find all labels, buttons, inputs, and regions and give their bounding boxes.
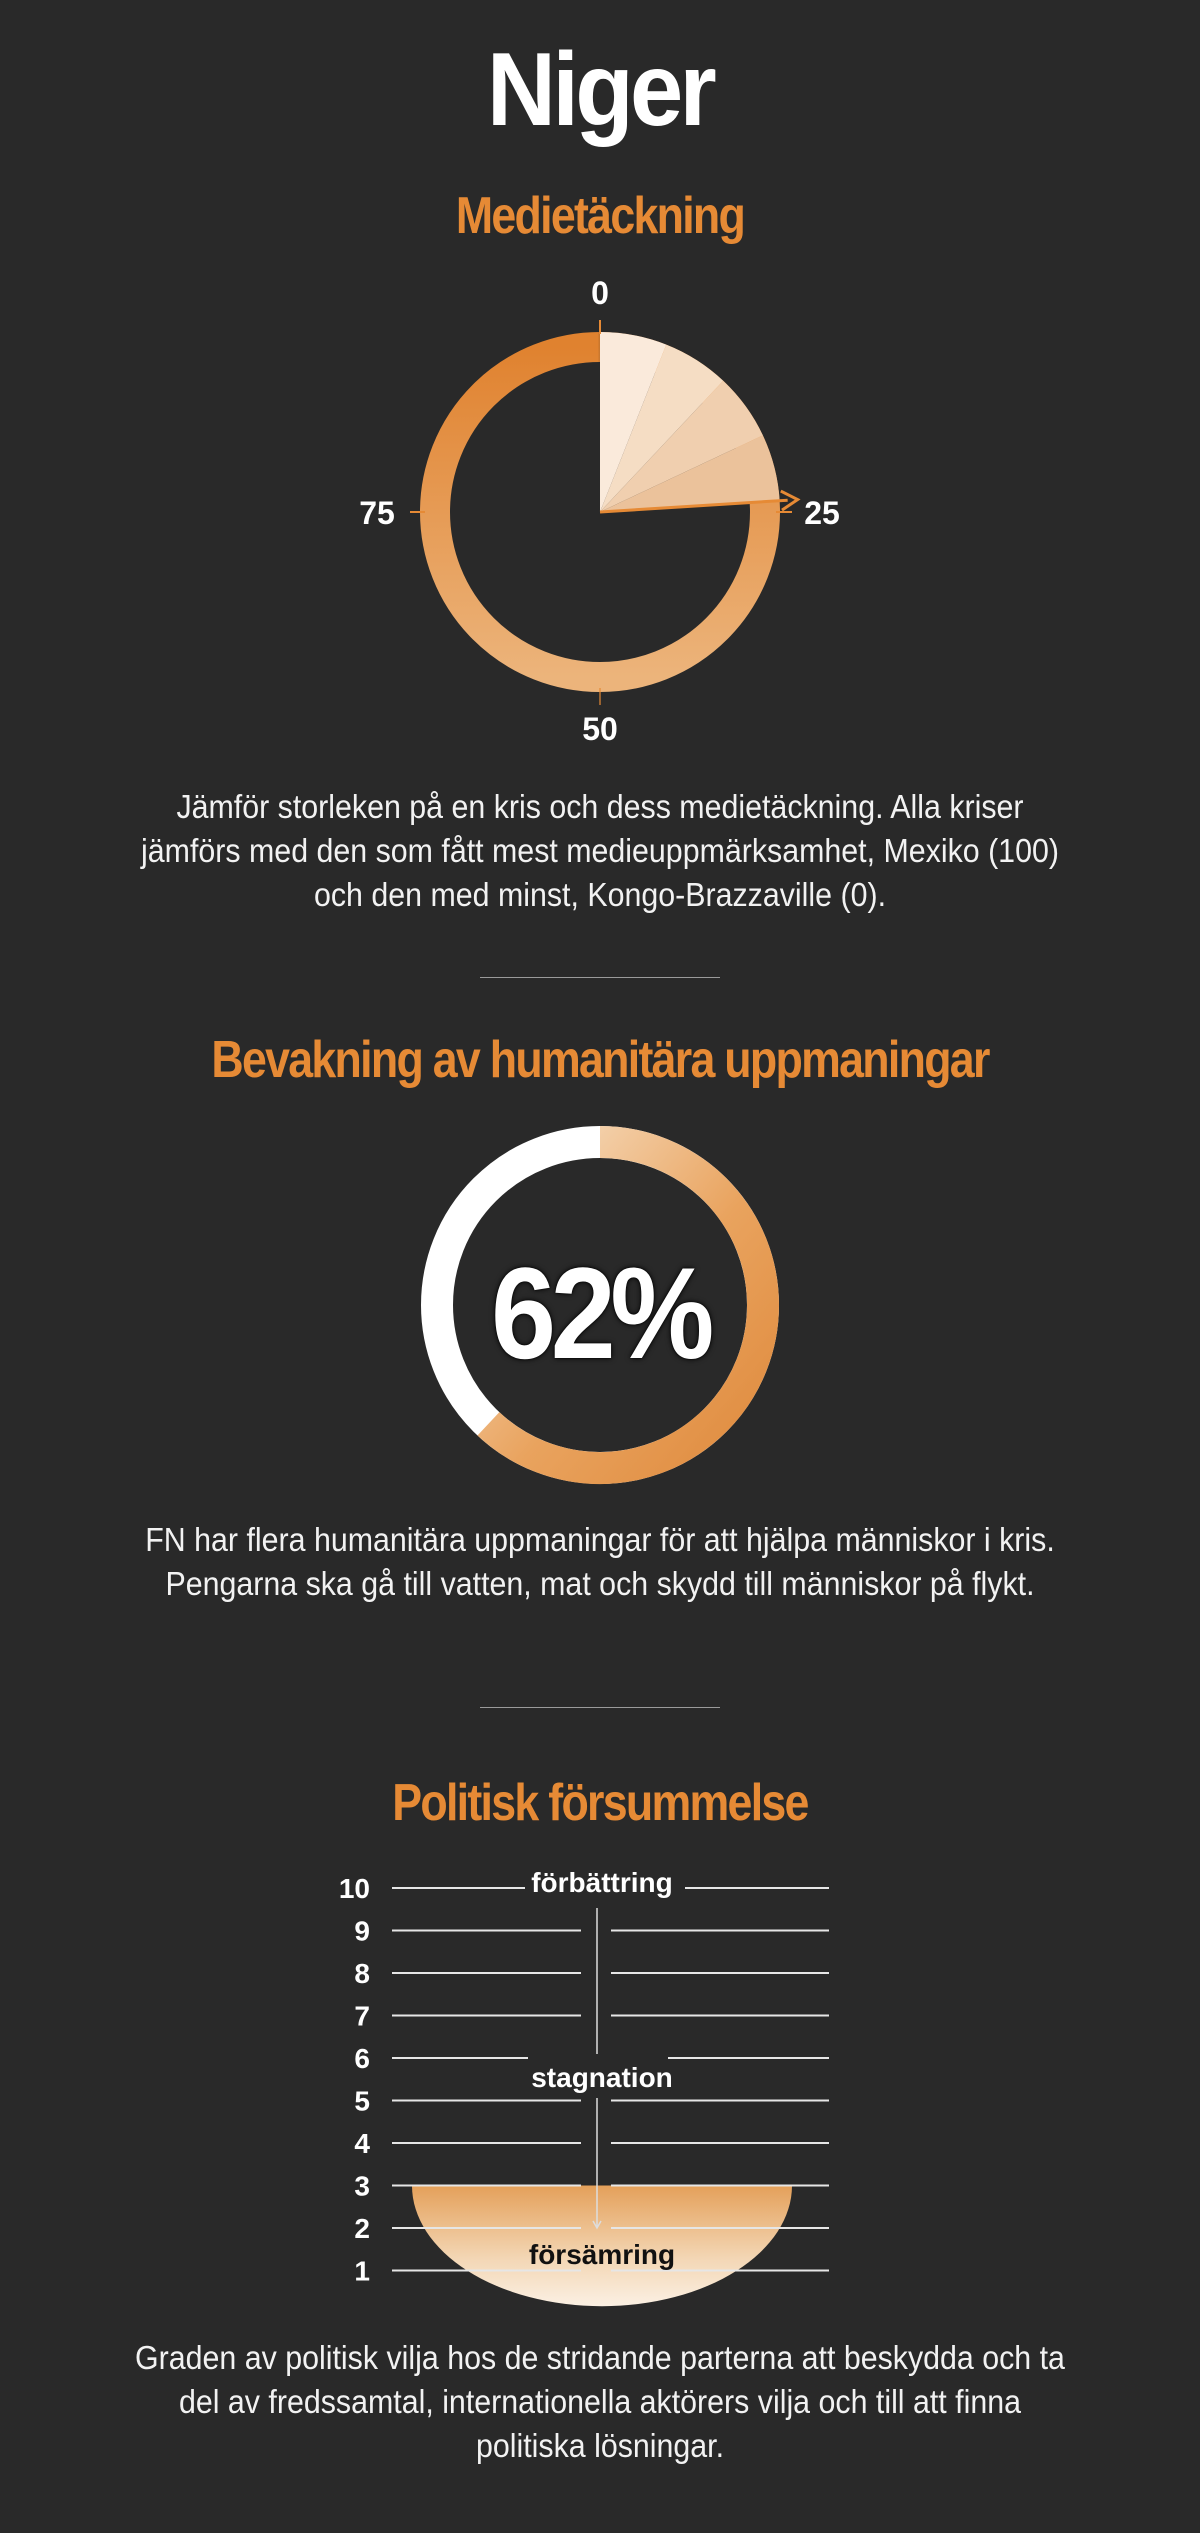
media-coverage-dial [0, 270, 1200, 750]
level-label: 3 [354, 2170, 370, 2202]
media-coverage-description: Jämför storleken på en kris och dess medietäckning. Alla kriser jämförs med den som fått mest medieuppmärksamhet, Mexiko (100) och den med minst, Kongo-Brazzaville (0). [141, 788, 1059, 913]
dial-label-25: 25 [804, 495, 840, 531]
level-label: 1 [354, 2255, 370, 2287]
scale-bottom-label: försämring [528, 2239, 676, 2270]
media-coverage-wedges [600, 332, 780, 512]
level-label: 7 [354, 2000, 370, 2032]
media-coverage-heading: Medietäckning [455, 187, 745, 245]
level-label: 4 [354, 2128, 370, 2159]
level-label: 6 [354, 2043, 370, 2074]
political-neglect-description: Graden av politisk vilja hos de stridande parterna att beskydda och ta del av fredssamtal, internationella aktörers vilja och till att finna politiska lösningar. [135, 2339, 1065, 2464]
dial-label-0: 0 [591, 275, 609, 311]
dial-label-50: 50 [582, 711, 618, 747]
scale-middle-label: stagnation [531, 2062, 673, 2093]
section-divider [480, 1707, 720, 1708]
section-divider [480, 977, 720, 978]
dial-label-75: 75 [359, 495, 395, 531]
political-neglect-scale [0, 1860, 1200, 2287]
appeal-coverage-description: FN har flera humanitära uppmaningar för att hjälpa människor i kris. Pengarna ska gå till vatten, mat och skydd till människor på flykt. [145, 1521, 1055, 1602]
level-label: 10 [338, 1873, 370, 1904]
level-label: 2 [354, 2213, 370, 2244]
level-label: 8 [354, 1958, 370, 1989]
appeal-coverage-heading: Bevakning av humanitära uppmaningar [211, 1031, 989, 1089]
level-label: 9 [354, 1915, 370, 1947]
page-title: Niger [486, 32, 714, 148]
political-neglect-heading: Politisk försummelse [392, 1774, 808, 1832]
level-label: 5 [354, 2085, 370, 2117]
appeal-percent: 62% [491, 1240, 709, 1386]
scale-top-label: förbättring [531, 1867, 673, 1898]
